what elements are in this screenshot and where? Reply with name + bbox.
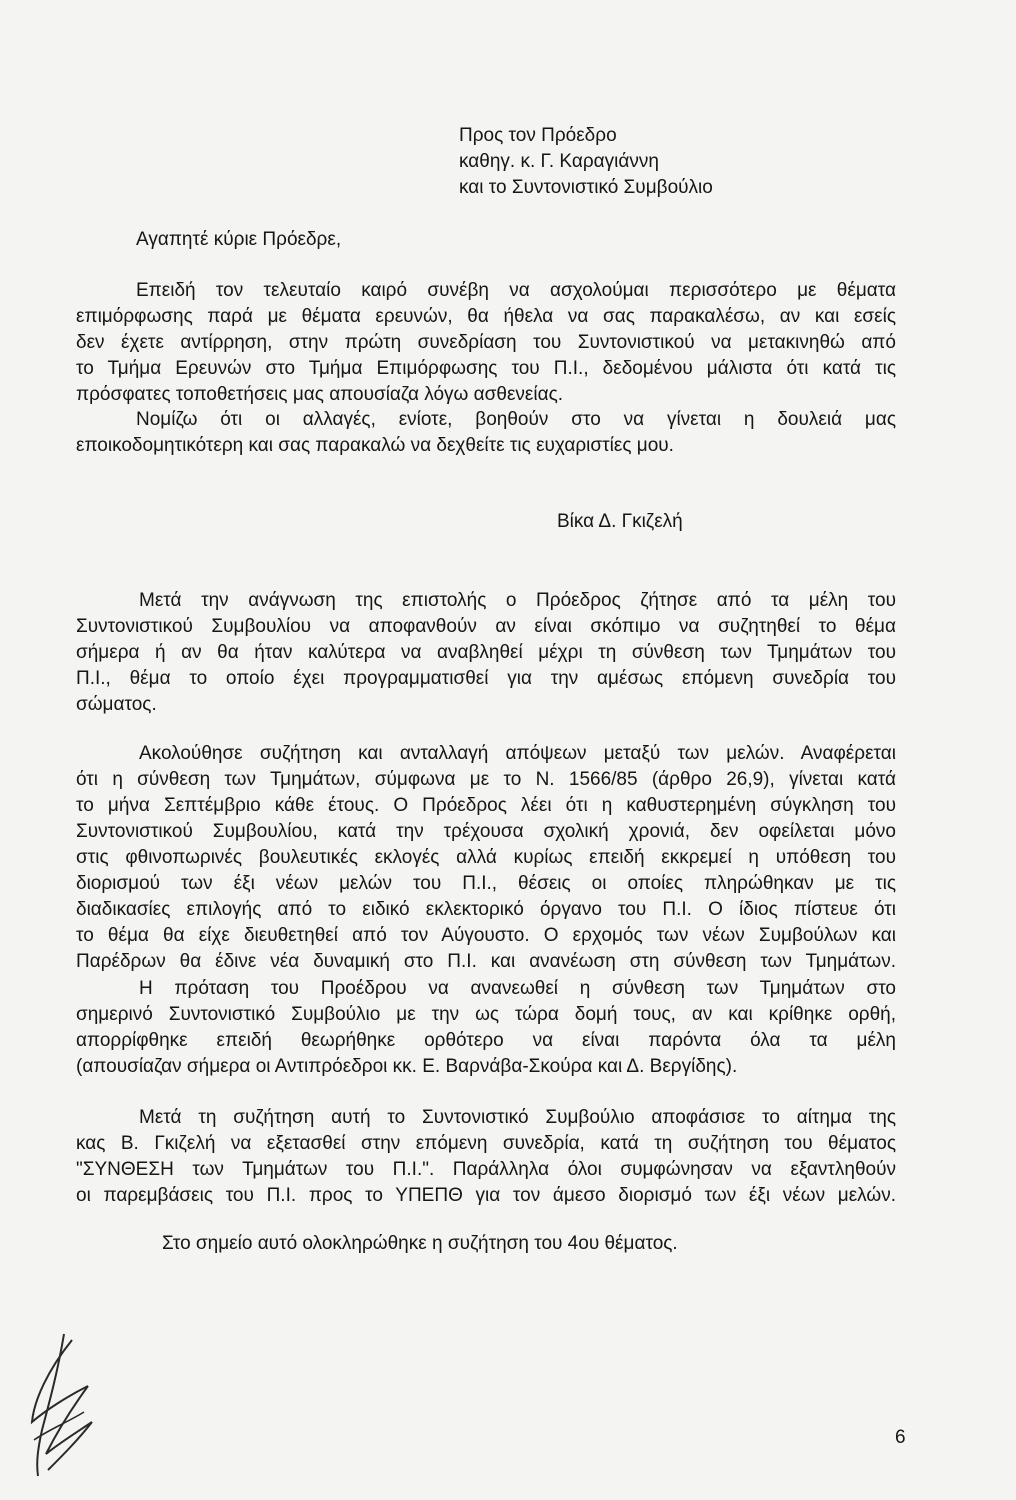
text-line: Νομίζω ότι οι αλλαγές, ενίοτε, βοηθούν στο να γίνεται η δουλειά μας [136,409,896,430]
text-line: σημερινό Συντονιστικό Συμβούλιο με την ως τώρα δομή τους, αν και κρίθηκε ορθή, [76,1004,896,1025]
text-line: Συντονιστικού Συμβουλίου να αποφανθούν αν είναι σκόπιμο να συζητηθεί το θέμα [76,616,896,637]
text-line: Μετά τη συζήτηση αυτή το Συντονιστικό Συμβούλιο αποφάσισε το αίτημα της [139,1107,896,1128]
text-line: οι παρεμβάσεις του Π.Ι. προς το ΥΠΕΠΘ για τον άμεσο διορισμό των έξι νέων μελών. [76,1185,896,1206]
text-line: ότι η σύνθεση των Τμημάτων, σύμφωνα με το Ν. 1566/85 (άρθρο 26,9), γίνεται κατά [76,769,896,790]
text-line: Συντονιστικού Συμβουλίου, κατά την τρέχουσα σχολική χρονιά, δεν οφείλεται μόνο [76,821,896,842]
page-number: 6 [895,1427,906,1448]
text-line: Παρέδρων θα έδινε νέα δυναμική στο Π.Ι. και ανανέωση στη σύνθεση των Τμημάτων. [76,951,896,972]
recipient-line: Προς τον Πρόεδρο [459,125,617,146]
text-line: Π.Ι., θέμα το οποίο έχει προγραμματισθεί για την αμέσως επόμενη συνεδρία του [76,668,896,689]
signature-name: Βίκα Δ. Γκιζελή [557,511,683,532]
text-line: σώματος. [76,694,157,715]
text-line: διαδικασίες επιλογής από το ειδικό εκλεκτορικό όργανο του Π.Ι. Ο ίδιος πίστευε ότι [76,899,896,920]
text-line: στις φθινοπωρινές βουλευτικές εκλογές αλλά κυρίως επειδή εκκρεμεί η υπόθεση του [76,847,896,868]
text-line: σήμερα ή αν θα ήταν καλύτερα να αναβληθεί μέχρι τη σύνθεση των Τμημάτων του [76,642,896,663]
text-line: κας Β. Γκιζελή να εξετασθεί στην επόμενη συνεδρία, κατά τη συζήτηση του θέματος [76,1133,896,1154]
recipient-line: και το Συντονιστικό Συμβούλιο [459,177,713,198]
recipient-line: καθηγ. κ. Γ. Καραγιάννη [459,151,659,172]
text-line: δεν έχετε αντίρρηση, στην πρώτη συνεδρίαση του Συντονιστικού να μετακινηθώ από [76,332,896,353]
text-line: το Τμήμα Ερευνών στο Τμήμα Επιμόρφωσης του Π.Ι., δεδομένου μάλιστα ότι κατά τις [76,358,896,379]
text-line: απορρίφθηκε επειδή θεωρήθηκε ορθότερο να είναι παρόντα όλα τα μέλη [76,1030,896,1051]
text-line: το μήνα Σεπτέμβριο κάθε έτους. Ο Πρόεδρος λέει ότι η καθυστερημένη σύγκληση του [76,795,896,816]
closing-line: Στο σημείο αυτό ολοκληρώθηκε η συζήτηση του 4ου θέματος. [162,1233,678,1254]
text-line: διορισμού των έξι νέων μελών του Π.Ι., θέσεις οι οποίες πληρώθηκαν με τις [76,873,896,894]
text-line: Μετά την ανάγνωση της επιστολής ο Πρόεδρος ζήτησε από τα μέλη του [139,590,896,611]
text-line: (απουσίαζαν σήμερα οι Αντιπρόεδροι κκ. Ε. Βαρνάβα-Σκούρα και Δ. Βεργίδης). [76,1056,738,1077]
text-line: "ΣΥΝΘΕΣΗ των Τμημάτων του Π.Ι.". Παράλληλα όλοι συμφώνησαν να εξαντληθούν [76,1159,896,1180]
text-line: εποικοδομητικότερη και σας παρακαλώ να δεχθείτε τις ευχαριστίες μου. [76,435,674,456]
text-line: Ακολούθησε συζήτηση και ανταλλαγή απόψεων μεταξύ των μελών. Αναφέρεται [139,743,896,764]
text-line: Επειδή τον τελευταίο καιρό συνέβη να ασχολούμαι περισσότερο με θέματα [136,280,896,301]
text-line: το θέμα θα είχε διευθετηθεί από τον Αύγουστο. Ο ερχομός των νέων Συμβούλων και [76,925,896,946]
greeting: Αγαπητέ κύριε Πρόεδρε, [136,229,342,250]
handwritten-signature [28,1330,98,1480]
text-line: πρόσφατες τοποθετήσεις μας απουσίαζα λόγω ασθενείας. [76,384,564,405]
text-line: Η πρόταση του Προέδρου να ανανεωθεί η σύνθεση των Τμημάτων στο [139,978,896,999]
text-line: επιμόρφωσης παρά με θέματα ερευνών, θα ήθελα να σας παρακαλέσω, αν και εσείς [76,306,896,327]
